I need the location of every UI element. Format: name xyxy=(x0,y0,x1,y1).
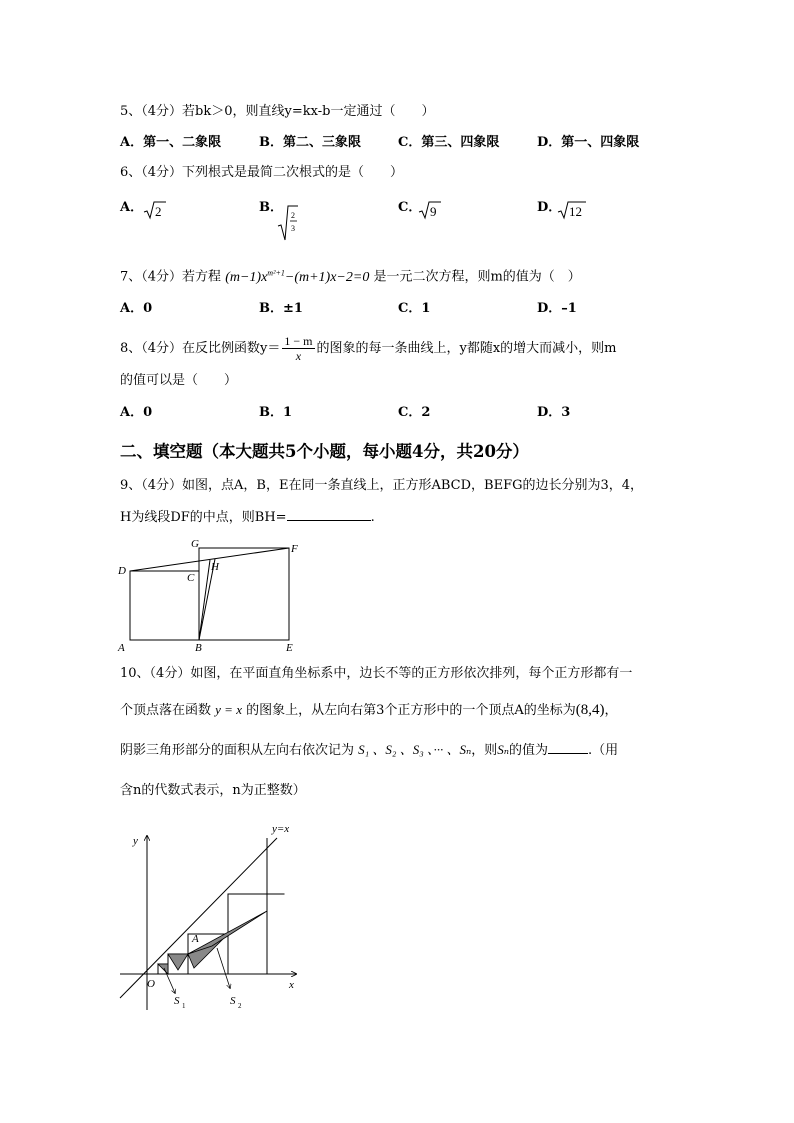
q9-line2-a: H为线段DF的中点，则BH= xyxy=(120,510,287,525)
q10-line1: 10、（4分）如图，在平面直角坐标系中，边长不等的正方形依次排列，每个正方形都有一 xyxy=(120,666,633,681)
q6-radicand-b-den: 3 xyxy=(291,224,295,233)
segment-bh xyxy=(199,560,210,640)
q10-coordinate: (8,4) xyxy=(575,702,605,718)
q7-option-c: C．1 xyxy=(398,301,431,316)
q6-radicand-d: 12 xyxy=(569,204,582,219)
q9-line2 xyxy=(120,508,375,527)
section-title-fill-in: 二、填空题（本大题共5个小题，每小题4分，共20分） xyxy=(120,442,529,461)
q10-line2 xyxy=(120,701,618,720)
q5-option-a: A．第一、二象限 xyxy=(120,135,222,150)
q10-answer-blank xyxy=(548,741,588,754)
q7-option-d: D．–1 xyxy=(537,301,577,316)
arrow-s1 xyxy=(164,968,175,993)
q8-line2: 的值可以是（ ） xyxy=(120,373,238,388)
q6-radicand-c: 9 xyxy=(430,204,437,219)
q10-line2-a: 个顶点落在函数 xyxy=(120,703,212,718)
label-a: A xyxy=(118,642,125,654)
q5-option-c: C．第三、四象限 xyxy=(398,135,500,150)
label-e: E xyxy=(286,642,293,654)
q6-option-a-radical xyxy=(143,200,167,220)
q5-option-d: D．第一、四象限 xyxy=(537,135,640,150)
q10-line3-b: ，则 xyxy=(471,743,498,758)
q8-option-a: A．0 xyxy=(120,405,153,420)
q9-figure xyxy=(115,535,310,655)
q9-line1: 9、（4分）如图，点A，B，E在同一条直线上，正方形ABCD，BEFG的边长分别为3，4， xyxy=(120,478,644,493)
q8-fraction-num: 1 − m xyxy=(284,334,313,348)
label-y: y xyxy=(133,835,138,847)
square-4 xyxy=(228,894,308,974)
label-s1: S xyxy=(174,995,180,1007)
label-a: A xyxy=(192,933,199,945)
label-f: F xyxy=(291,543,298,555)
q10-line2-c: ， xyxy=(604,703,618,718)
label-h: H xyxy=(211,561,219,573)
q10-sn: Sₙ xyxy=(497,742,510,757)
q10-line3-c: 的值为 xyxy=(509,743,549,758)
q10-figure xyxy=(112,818,312,1018)
q8-option-c: C．2 xyxy=(398,405,431,420)
label-b: B xyxy=(195,642,202,654)
q6-option-d-radical xyxy=(557,200,587,220)
label-d: D xyxy=(118,565,126,577)
q10-line4: 含n的代数式表示，n为正整数） xyxy=(120,783,306,798)
label-s1-sub: 1 xyxy=(182,1002,186,1010)
q8-prefix: 8、（4分）在反比例函数y＝ xyxy=(120,341,281,356)
q7-option-b: B．±1 xyxy=(259,301,303,316)
label-s2: S xyxy=(230,995,236,1007)
q6-option-a-label: A． xyxy=(120,200,144,215)
label-o: O xyxy=(147,978,155,990)
q6-radicand-a: 2 xyxy=(155,204,162,219)
q8-suffix: 的图象的每一条曲线上，y都随x的增大而减小，则m xyxy=(316,341,617,356)
q7-suffix: 是一元二次方程，则m的值为（ ） xyxy=(373,269,581,285)
q8-stem xyxy=(120,334,617,363)
q10-line3-a: 阴影三角形部分的面积从左向右依次记为 xyxy=(120,743,355,758)
q7-equation: $(m-1)x^{m^2+1}-(m+1)x-2=0$ xyxy=(225,268,370,285)
q6-radicand-b-num: 2 xyxy=(291,211,295,220)
q8-option-b: B．1 xyxy=(259,405,293,420)
q5-option-b: B．第二、三象限 xyxy=(259,135,361,150)
q10-sequence: S₁ 、S₂ 、S₃ 、··· 、Sₙ xyxy=(358,742,472,757)
q7-stem xyxy=(120,264,581,287)
shaded-triangle-s1b xyxy=(168,954,188,970)
q6-option-d-label: D． xyxy=(537,200,562,215)
q10-line3 xyxy=(120,741,618,760)
shaded-triangle-s1 xyxy=(158,964,168,974)
q7-prefix: 7、（4分）若方程 xyxy=(120,269,222,285)
segment-df xyxy=(130,548,289,571)
q8-fraction xyxy=(282,334,314,363)
label-s2-sub: 2 xyxy=(238,1002,242,1010)
q9-line2-b: . xyxy=(370,510,375,525)
q6-option-c-label: C． xyxy=(398,200,422,215)
q7-option-a: A．0 xyxy=(120,301,153,316)
q8-fraction-den: x xyxy=(295,349,302,363)
q10-line3-d: .（用 xyxy=(588,743,619,758)
q6-option-c-radical xyxy=(418,200,442,220)
q6-option-b-label: B． xyxy=(259,200,283,215)
label-line: y=x xyxy=(272,823,290,835)
q5-stem: 5、（4分）若bk＞0，则直线y=kx-b一定通过（ ） xyxy=(120,104,435,119)
label-c: C xyxy=(187,572,195,584)
q9-answer-blank xyxy=(287,508,371,521)
label-x: x xyxy=(289,979,294,991)
q6-option-b-radical xyxy=(277,204,299,242)
q8-option-d: D．3 xyxy=(537,405,571,420)
label-g: G xyxy=(191,538,199,550)
q6-stem: 6、（4分）下列根式是最简二次根式的是（ ） xyxy=(120,165,404,180)
q10-function: y = x xyxy=(215,702,242,717)
q10-line2-b: 的图象上，从左向右第3个正方形中的一个顶点A的坐标为 xyxy=(246,703,576,718)
